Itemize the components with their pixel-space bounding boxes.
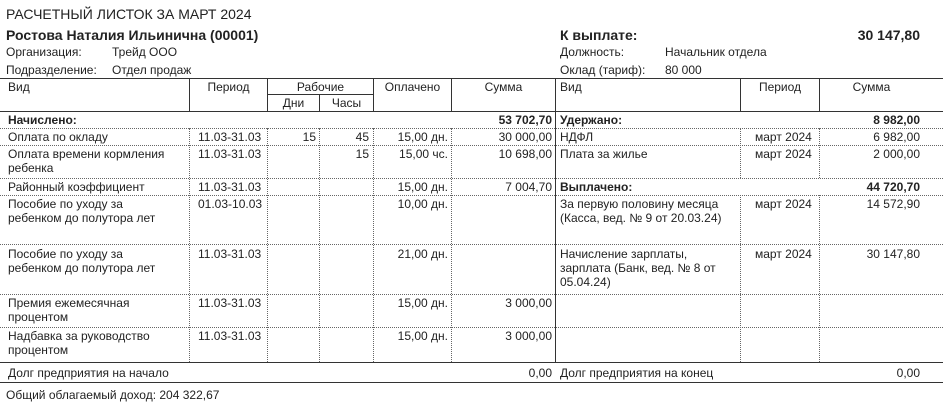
col-sum-right: Сумма	[852, 80, 891, 94]
accrual-period: 01.03-10.03	[198, 197, 263, 211]
col-kind: Вид	[8, 80, 30, 94]
position-label: Должность:	[560, 45, 625, 59]
col-period-right: Период	[758, 80, 802, 94]
col-hours: Часы	[331, 96, 362, 110]
accrual-paid: 15,00 дн.	[397, 130, 448, 144]
payout-name: За первую половину месяца (Касса, вед. № 9 от 20.03.24)	[560, 197, 722, 225]
withholding-name: НДФЛ	[560, 130, 594, 144]
col-kind-right: Вид	[560, 80, 582, 94]
accrual-sum: 3 000,00	[505, 329, 552, 343]
accrual-period: 11.03-31.03	[198, 130, 262, 144]
payout-period: март 2024	[755, 197, 812, 211]
accrual-name: Пособие по уходу за ребенком до полутора лет	[8, 247, 156, 275]
payout-period: март 2024	[755, 247, 812, 261]
accrual-sum: 3 000,00	[505, 296, 552, 310]
accrual-paid: 10,00 дн.	[397, 197, 448, 211]
debt-start-value: 0,00	[528, 366, 552, 380]
accrual-sum: 7 004,70	[505, 180, 552, 194]
org-value: Трейд ООО	[112, 45, 178, 59]
col-paid: Оплачено	[384, 80, 441, 94]
salary-value: 80 000	[665, 63, 702, 77]
taxable-income: Общий облагаемый доход: 204 322,67	[6, 388, 220, 402]
accrual-name: Пособие по уходу за ребенком до полутора лет	[8, 197, 156, 225]
accrual-name: Премия ежемесячная процентом	[8, 296, 130, 324]
accrual-period: 11.03-31.03	[198, 180, 262, 194]
accrued-total: 53 702,70	[498, 113, 552, 127]
col-working: Рабочие	[296, 80, 345, 94]
paid-out-label: Выплачено:	[560, 180, 633, 194]
accrual-period: 11.03-31.03	[198, 147, 262, 161]
col-period: Период	[207, 80, 250, 94]
dept-value: Отдел продаж	[112, 63, 192, 77]
debt-start-label: Долг предприятия на начало	[8, 366, 169, 380]
accrual-hours: 45	[355, 130, 369, 144]
position-value: Начальник отдела	[665, 45, 767, 59]
withholding-period: март 2024	[755, 147, 812, 161]
withholding-name: Плата за жилье	[560, 147, 648, 161]
to-pay-value: 30 147,80	[857, 27, 920, 43]
accrual-name: Оплата по окладу	[8, 130, 108, 144]
accrual-paid: 21,00 дн.	[397, 247, 448, 261]
withholding-sum: 6 982,00	[873, 130, 920, 144]
employee-name: Ростова Наталия Ильинична (00001)	[6, 27, 259, 43]
accrual-sum: 10 698,00	[498, 147, 552, 161]
withheld-total: 8 982,00	[873, 113, 920, 127]
col-days: Дни	[282, 96, 305, 110]
to-pay-label: К выплате:	[560, 27, 638, 43]
paid-out-total: 44 720,70	[866, 180, 920, 194]
accrual-period: 11.03-31.03	[198, 329, 262, 343]
payout-sum: 30 147,80	[866, 247, 920, 261]
accrual-name: Надбавка за руководство процентом	[8, 329, 150, 357]
accrual-sum: 30 000,00	[498, 130, 552, 144]
withholding-period: март 2024	[755, 130, 812, 144]
col-sum: Сумма	[484, 80, 523, 94]
payout-sum: 14 572,90	[866, 197, 920, 211]
debt-end-label: Долг предприятия на конец	[560, 366, 714, 380]
debt-end-value: 0,00	[896, 366, 920, 380]
accrual-paid: 15,00 дн.	[397, 180, 448, 194]
withholding-sum: 2 000,00	[873, 147, 920, 161]
accrual-period: 11.03-31.03	[198, 296, 262, 310]
withheld-label: Удержано:	[560, 113, 623, 127]
accrual-name: Районный коэффициент	[8, 180, 145, 194]
payout-name: Начисление зарплаты, зарплата (Банк, вед. № 8 от 05.04.24)	[560, 247, 716, 289]
page-title: РАСЧЕТНЫЙ ЛИСТОК ЗА МАРТ 2024	[6, 6, 252, 22]
salary-label: Оклад (тариф):	[560, 63, 646, 77]
accrual-days: 15	[302, 130, 316, 144]
accrual-hours: 15	[355, 147, 369, 161]
accrual-paid: 15,00 чс.	[399, 147, 448, 161]
dept-label: Подразделение:	[6, 63, 97, 77]
accrual-period: 11.03-31.03	[198, 247, 262, 261]
accrual-paid: 15,00 дн.	[397, 329, 448, 343]
accrual-paid: 15,00 дн.	[397, 296, 448, 310]
accrual-name: Оплата времени кормления ребенка	[8, 147, 165, 175]
accrued-label: Начислено:	[8, 113, 77, 127]
org-label: Организация:	[6, 45, 82, 59]
